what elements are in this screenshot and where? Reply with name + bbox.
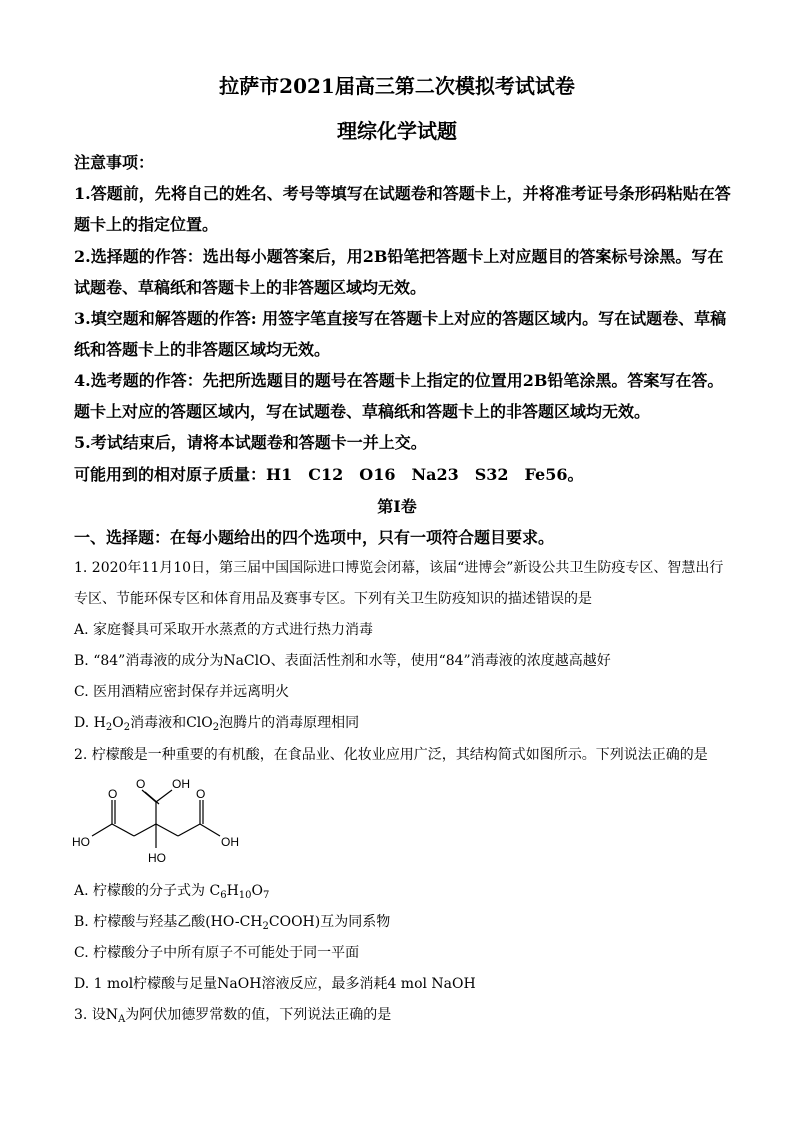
question-1-stem: 1. 2020年11月10日，第三届中国国际进口博览会闭幕，该届“进博会”新设公共卫生防疫专区、智慧出行 <box>74 560 724 576</box>
atom-label: O <box>136 777 146 791</box>
question-2-stem: 2. 柠檬酸是一种重要的有机酸，在食品业、化妆业应用广泛，其结构简式如图所示。下列说法正确的是 <box>74 747 708 763</box>
atom-label: HO <box>148 851 166 865</box>
section-heading: 一、选择题：在每小题给出的四个选项中，只有一项符合题目要求。 <box>74 528 555 547</box>
note-line: 试题卷、草稿纸和答题卡上的非答题区域均无效。 <box>74 278 427 297</box>
page-subtitle: 理综化学试题 <box>337 119 457 143</box>
page-title: 拉萨市2021届高三第二次模拟考试试卷 <box>219 74 575 98</box>
question-1-option-c: C. 医用酒精应密封保存并远离明火 <box>74 684 290 700</box>
note-line: 3.填空题和解答题的作答: 用签字笔直接写在答题卡上对应的答题区域内。写在试题卷、草稿 <box>74 309 727 328</box>
note-line: 题卡上对应的答题区域内，写在试题卷、草稿纸和答题卡上的非答题区域均无效。 <box>74 402 651 421</box>
volume-heading: 第I卷 <box>377 497 417 516</box>
question-2-option-d: D. 1 mol柠檬酸与足量NaOH溶液反应，最多消耗4 mol NaOH <box>74 976 476 992</box>
citric-acid-structure <box>66 772 266 868</box>
question-2-option-c: C. 柠檬酸分子中所有原子不可能处于同一平面 <box>74 945 360 961</box>
question-2-option-b: B. 柠檬酸与羟基乙酸$(HO-CH_2COOH)$互为同系物 <box>74 914 391 932</box>
note-line: 纸和答题卡上的非答题区域均无效。 <box>74 340 331 359</box>
note-line: 1.答题前，先将自己的姓名、考号等填写在试题卷和答题卡上，并将准考证号条形码粘贴在答 <box>74 184 731 203</box>
atomic-masses: 可能用到的相对原子质量：H1 C12 O16 Na23 S32 Fe56。 <box>74 465 584 484</box>
question-1-option-a: A. 家庭餐具可采取开水蒸煮的方式进行热力消毒 <box>74 622 374 638</box>
atom-label: O <box>196 787 206 801</box>
question-2-option-a: A. 柠檬酸的分子式为 $C_6H_{10}O_7$ <box>74 883 270 901</box>
atom-label: O <box>108 787 118 801</box>
note-line: 5.考试结束后，请将本试题卷和答题卡一并上交。 <box>74 433 427 452</box>
notes-heading: 注意事项： <box>74 153 155 172</box>
note-line: 2.选择题的作答：选出每小题答案后，用2B铅笔把答题卡上对应题目的答案标号涂黑。写在 <box>74 247 724 266</box>
question-3-stem: 3. 设$N_A$为阿伏加德罗常数的值，下列说法正确的是 <box>74 1007 392 1025</box>
question-1-option-b: B. “84”消毒液的成分为NaClO、表面活性剂和水等，使用“84”消毒液的浓度越高越好 <box>74 653 611 669</box>
note-line: 4.选考题的作答：先把所选题目的题号在答题卡上指定的位置用2B铅笔涂黑。答案写在答。 <box>74 371 724 390</box>
atom-label: OH <box>172 777 190 791</box>
question-1-stem: 专区、节能环保专区和体育用品及赛事专区。下列有关卫生防疫知识的描述错误的是 <box>74 591 592 607</box>
note-line: 题卡上的指定位置。 <box>74 215 219 234</box>
atom-label: HO <box>72 835 90 849</box>
atom-label: OH <box>221 835 239 849</box>
question-1-option-d: D. $H_2O_2$消毒液和ClO$_2$泡腾片的消毒原理相同 <box>74 715 360 733</box>
